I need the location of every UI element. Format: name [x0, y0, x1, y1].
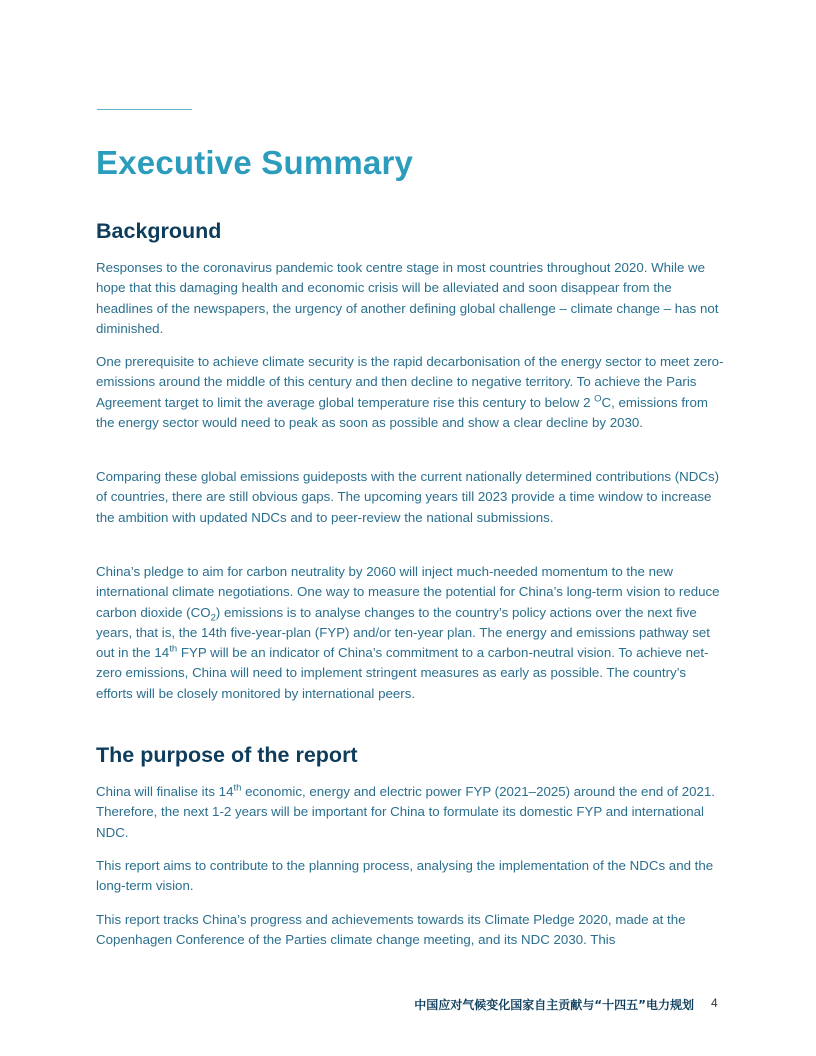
title-accent-rule	[97, 109, 192, 110]
section-heading-background: Background	[96, 219, 222, 243]
footer-title: 中国应对气候变化国家自主贡献与“十四五”电力规划	[414, 998, 694, 1012]
page-number: 4	[711, 996, 718, 1010]
page-title: Executive Summary	[96, 144, 414, 181]
paragraph: This report tracks China’s progress and achievements towards its Climate Pledge 2020, made at the Copenhagen Conference of the Parties climate change meeting, and its NDC 2030. This	[96, 912, 686, 948]
paragraph: China will finalise its 14th economic, energy and electric power FYP (2021–2025) around the end of 2021. Therefore, the next 1-2 years will be important for China to formulate its domestic FYP and international NDC.	[96, 782, 715, 840]
paragraph: One prerequisite to achieve climate security is the rapid decarbonisation of the energy sector to meet zero-emissions around the middle of this century and then decline to negative territory. To achieve the Paris Agreement target to limit the average global temperature rise this century to below 2 $^O$C, emissions from the energy sector would need to peak as soon as possible and show a clear decline by 2030.	[96, 354, 724, 430]
paragraph: China’s pledge to aim for carbon neutrality by 2060 will inject much-needed momentum to the new international climate negotiations. One way to measure the potential for China’s long-term vision to reduce carbon dioxide $(CO_2)$ emissions is to analyse changes to the country’s policy actions over the next five years, that is, the 14th five-year-plan (FYP) and/or ten-year plan. The energy and emissions pathway set out in the 14th FYP will be an indicator of China’s commitment to a carbon-neutral vision. To achieve net-zero emissions, China will need to implement stringent measures as early as possible. The country’s efforts will be closely monitored by international peers.	[96, 564, 720, 701]
section-heading-purpose: The purpose of the report	[96, 743, 358, 767]
paragraph: This report aims to contribute to the planning process, analysing the implementation of the NDCs and the long-term vision.	[96, 858, 714, 894]
paragraph: Responses to the coronavirus pandemic took centre stage in most countries throughout 2020. While we hope that this damaging health and economic crisis will be alleviated and soon disappear from the headlines of the newspapers, the urgency of another defining global challenge – climate change – has not diminished.	[96, 260, 719, 336]
paragraph: Comparing these global emissions guideposts with the current nationally determined contributions (NDCs) of countries, there are still obvious gaps. The upcoming years till 2023 provide a time window to increase the ambition with updated NDCs and to peer-review the national submissions.	[96, 469, 720, 525]
